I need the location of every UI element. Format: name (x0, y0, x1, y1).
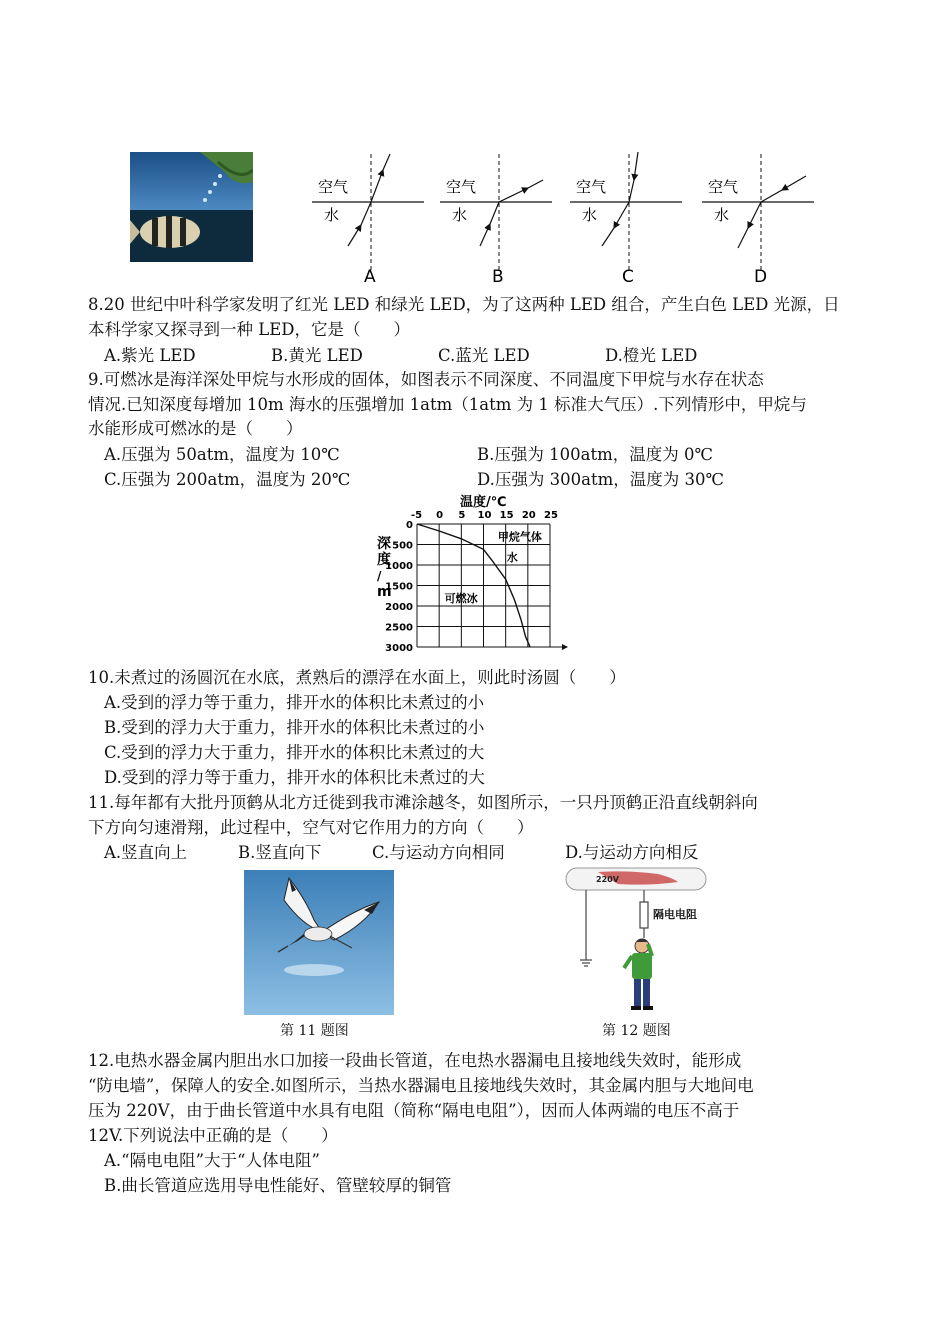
q10-option-d[interactable]: D.受到的浮力等于重力，排开水的体积比未煮过的大 (104, 768, 485, 787)
q9-option-c[interactable]: C.压强为 200atm，温度为 20℃ (104, 470, 351, 489)
q11-option-b[interactable]: B.竖直向下 (238, 843, 322, 862)
x-tick-label: 5 (458, 510, 466, 521)
region-label: 甲烷气体 (497, 530, 542, 544)
panel-label-c: C (622, 267, 634, 287)
q11-stem-line1: 11.每年都有大批丹顶鹤从北方迁徙到我市滩涂越冬，如图所示，一只丹顶鹤正沿直线朝斜向 (88, 793, 758, 812)
y-tick-label: 0 (406, 520, 413, 531)
q12-stem-line1: 12.电热水器金属内胆出水口加接一段曲长管道，在电热水器漏电且接地线失效时，能形成 (88, 1051, 742, 1070)
y-label-char: / (377, 569, 382, 583)
x-tick-label: 25 (544, 510, 558, 521)
y-tick-label: 2000 (385, 602, 413, 613)
q8-option-c[interactable]: C.蓝光 LED (438, 346, 530, 365)
caption-fig-11: 第 11 题图 (280, 1023, 349, 1039)
water-label: 水 (452, 206, 468, 224)
panel-d (702, 154, 814, 287)
x-tick-label: -5 (411, 510, 423, 521)
y-tick-label: 1500 (385, 581, 413, 593)
water-label: 水 (582, 206, 598, 224)
q8-option-a[interactable]: A.紫光 LED (104, 346, 196, 365)
q9-stem-line1: 9.可燃冰是海洋深处甲烷与水形成的固体，如图表示不同深度、不同温度下甲烷与水存在状态 (88, 370, 764, 389)
refraction-diagram (312, 148, 822, 288)
q8-stem-line1: 8.20 世纪中叶科学家发明了红光 LED 和绿光 LED，为了这两种 LED 组合，产生白色 LED 光源，日 (88, 295, 840, 314)
air-label: 空气 (446, 178, 477, 196)
q9-stem-line3: 水能形成可燃冰的是（ ） (88, 419, 303, 438)
air-label: 空气 (318, 178, 349, 196)
chart-title: 温度/℃ (460, 495, 507, 510)
water-label: 水 (714, 206, 730, 224)
q12-stem-line4: 12V.下列说法中正确的是（ ） (88, 1126, 338, 1145)
y-tick-label: 2500 (385, 622, 413, 634)
y-label-char: 度 (377, 552, 391, 568)
panel-b (440, 154, 552, 287)
q9-option-d[interactable]: D.压强为 300atm，温度为 30℃ (477, 470, 724, 489)
y-tick-label: 3000 (385, 643, 413, 654)
q10-option-c[interactable]: C.受到的浮力大于重力，排开水的体积比未煮过的大 (104, 743, 485, 762)
q12-option-b[interactable]: B.曲长管道应选用导电性能好、管壁较厚的铜管 (104, 1176, 452, 1195)
fish-photo (130, 152, 253, 262)
caption-fig-12: 第 12 题图 (602, 1023, 671, 1039)
q8-stem-line2: 本科学家又探寻到一种 LED，它是（ ） (88, 320, 410, 339)
q9-option-b[interactable]: B.压强为 100atm，温度为 0℃ (477, 445, 713, 464)
y-tick-label: 500 (392, 540, 413, 552)
panel-label-b: B (492, 267, 504, 287)
y-label-char: m (377, 584, 392, 600)
air-label: 空气 (576, 178, 607, 196)
panel-a (312, 154, 424, 287)
panel-label-a: A (364, 267, 376, 287)
x-tick-label: 15 (499, 510, 514, 521)
x-tick-label: 10 (477, 510, 492, 521)
q9-stem-line2: 情况.已知深度每增加 10m 海水的压强增加 1atm（1atm 为 1 标准大气压）.下列情形中，甲烷与 (88, 395, 807, 414)
q8-option-b[interactable]: B.黄光 LED (271, 346, 363, 365)
q12-stem-line2: “防电墙”，保障人的安全.如图所示，当热水器漏电且接地线失效时，其金属内胆与大地间电 (88, 1076, 754, 1095)
q10-option-a[interactable]: A.受到的浮力等于重力，排开水的体积比未煮过的小 (104, 693, 485, 712)
region-label: 水 (506, 550, 518, 564)
q11-option-c[interactable]: C.与运动方向相同 (372, 843, 505, 862)
q11-option-a[interactable]: A.竖直向上 (104, 843, 188, 862)
x-tick-label: 0 (436, 510, 444, 521)
y-tick-label: 1000 (385, 561, 413, 572)
q11-stem-line2: 下方向匀速滑翔，此过程中，空气对它作用力的方向（ ） (88, 818, 534, 837)
panel-c (570, 152, 682, 287)
resistor-label: 隔电电阻 (653, 908, 697, 921)
q9-option-a[interactable]: A.压强为 50atm，温度为 10℃ (104, 445, 340, 464)
y-label-char: 深 (377, 536, 391, 552)
hydrate-phase-chart (365, 492, 580, 657)
x-axis-arrowhead (562, 644, 568, 650)
q10-option-b[interactable]: B.受到的浮力大于重力，排开水的体积比未煮过的小 (104, 718, 485, 737)
crane-photo (244, 870, 394, 1015)
region-label: 可燃冰 (444, 591, 478, 605)
panel-label-d: D (754, 267, 768, 287)
q11-option-d[interactable]: D.与运动方向相反 (565, 843, 699, 862)
water-heater-figure (558, 864, 718, 1019)
q12-option-a[interactable]: A.“隔电电阻”大于“人体电阻” (104, 1151, 320, 1170)
q10-stem: 10.未煮过的汤圆沉在水底，煮熟后的漂浮在水面上，则此时汤圆（ ） (88, 668, 626, 687)
air-label: 空气 (708, 178, 739, 196)
water-label: 水 (324, 206, 340, 224)
voltage-label: 220V (596, 875, 619, 884)
q12-stem-line3: 压为 220V，由于曲长管道中水具有电阻（简称“隔电电阻”），因而人体两端的电压不高于 (88, 1101, 740, 1120)
x-tick-label: 20 (521, 510, 536, 521)
q8-option-d[interactable]: D.橙光 LED (605, 346, 698, 365)
